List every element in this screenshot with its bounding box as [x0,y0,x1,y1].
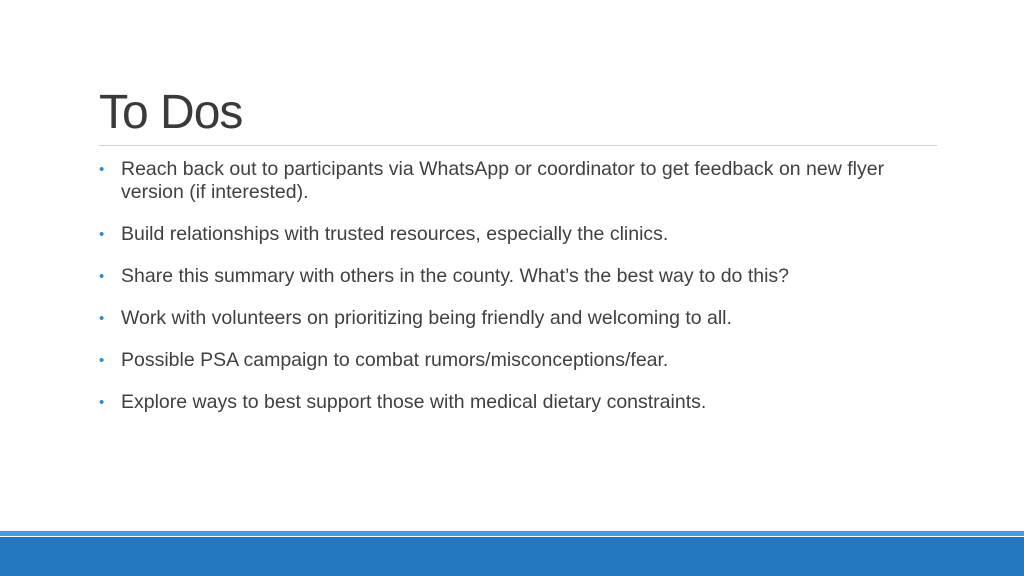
bullet-text: Work with volunteers on prioritizing being friendly and welcoming to all. [121,307,732,329]
bullet-icon: • [99,310,105,327]
bullet-icon: • [99,268,105,285]
list-item [99,391,929,414]
bullet-text: Possible PSA campaign to combat rumors/misconceptions/fear. [121,349,669,371]
bullet-text: Explore ways to best support those with medical dietary constraints. [121,391,707,413]
bullet-icon: • [99,352,105,369]
title-divider [99,145,937,146]
footer-bar [0,537,1024,576]
bullet-text: Reach back out to participants via WhatsApp or coordinator to get feedback on new flyer version (if interested). [121,158,885,203]
list-item [99,265,929,288]
list-item [99,349,929,372]
bullet-text: Share this summary with others in the county. What’s the best way to do this? [121,265,790,287]
footer-accent-line [0,531,1024,536]
bullet-icon: • [99,226,105,243]
bullet-list [99,158,929,433]
bullet-icon: • [99,161,105,178]
list-item [99,223,929,246]
bullet-text: Build relationships with trusted resources, especially the clinics. [121,223,669,245]
slide-title: To Dos [99,86,243,139]
list-item [99,158,929,204]
bullet-icon: • [99,394,105,411]
list-item [99,307,929,330]
